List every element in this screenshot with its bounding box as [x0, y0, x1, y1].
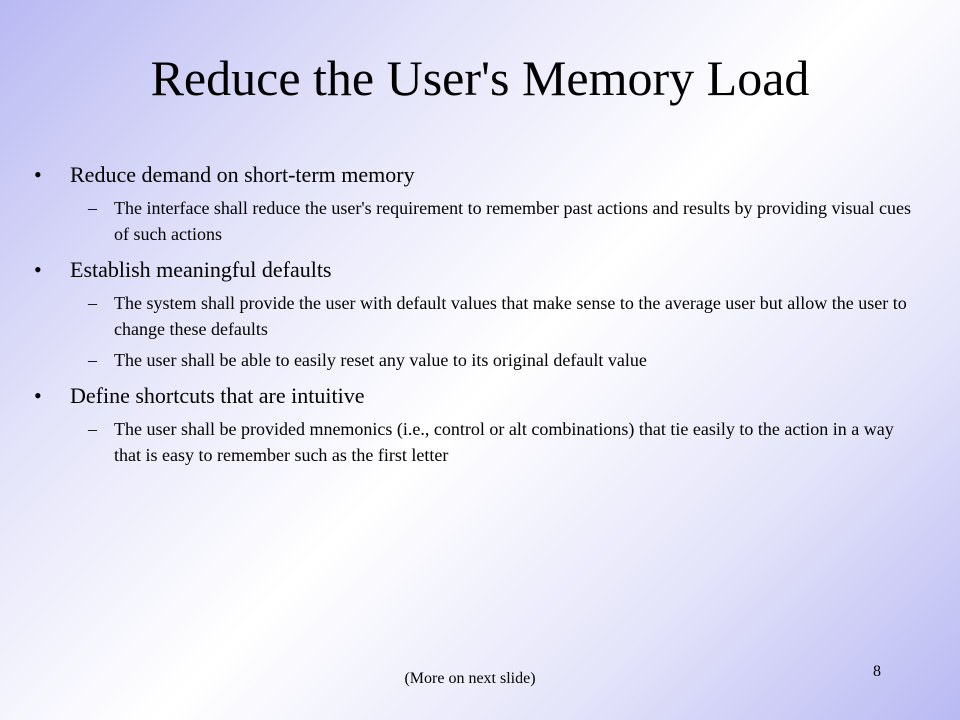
page-number: 8 — [873, 663, 881, 680]
sub-bullet-text: The interface shall reduce the user's requirement to remember past actions and results by providing visual cues of such actions — [114, 198, 911, 244]
bullet-group — [34, 160, 914, 247]
bullet-text: Define shortcuts that are intuitive — [70, 383, 365, 408]
sub-bullet-item — [34, 290, 914, 342]
bullet-text: Reduce demand on short-term memory — [70, 162, 415, 187]
slide-title: Reduce the User's Memory Load — [150, 50, 810, 106]
dash-icon: – — [88, 419, 97, 439]
bullet-item — [34, 381, 914, 411]
sub-bullet-text: The system shall provide the user with default values that make sense to the average user but allow the user to change these defaults — [114, 293, 907, 339]
sub-bullet-text: The user shall be provided mnemonics (i.e., control or alt combinations) that tie easily to the action in a way that is easy to remember such as the first letter — [114, 419, 894, 465]
bullet-group — [34, 381, 914, 468]
dash-icon: – — [88, 198, 97, 218]
dash-icon: – — [88, 293, 97, 313]
sub-bullet-item — [34, 347, 914, 373]
dash-icon: – — [88, 350, 97, 370]
bullet-group — [34, 255, 914, 373]
bullet-list — [34, 160, 914, 476]
bullet-item — [34, 160, 914, 190]
bullet-icon: • — [34, 162, 42, 187]
footer-note: (More on next slide) — [404, 670, 536, 687]
bullet-icon: • — [34, 257, 42, 282]
sub-bullet-item — [34, 195, 914, 247]
sub-bullet-item — [34, 416, 914, 468]
sub-bullet-text: The user shall be able to easily reset any value to its original default value — [114, 350, 647, 370]
bullet-item — [34, 255, 914, 285]
bullet-text: Establish meaningful defaults — [70, 257, 332, 282]
bullet-icon: • — [34, 383, 42, 408]
